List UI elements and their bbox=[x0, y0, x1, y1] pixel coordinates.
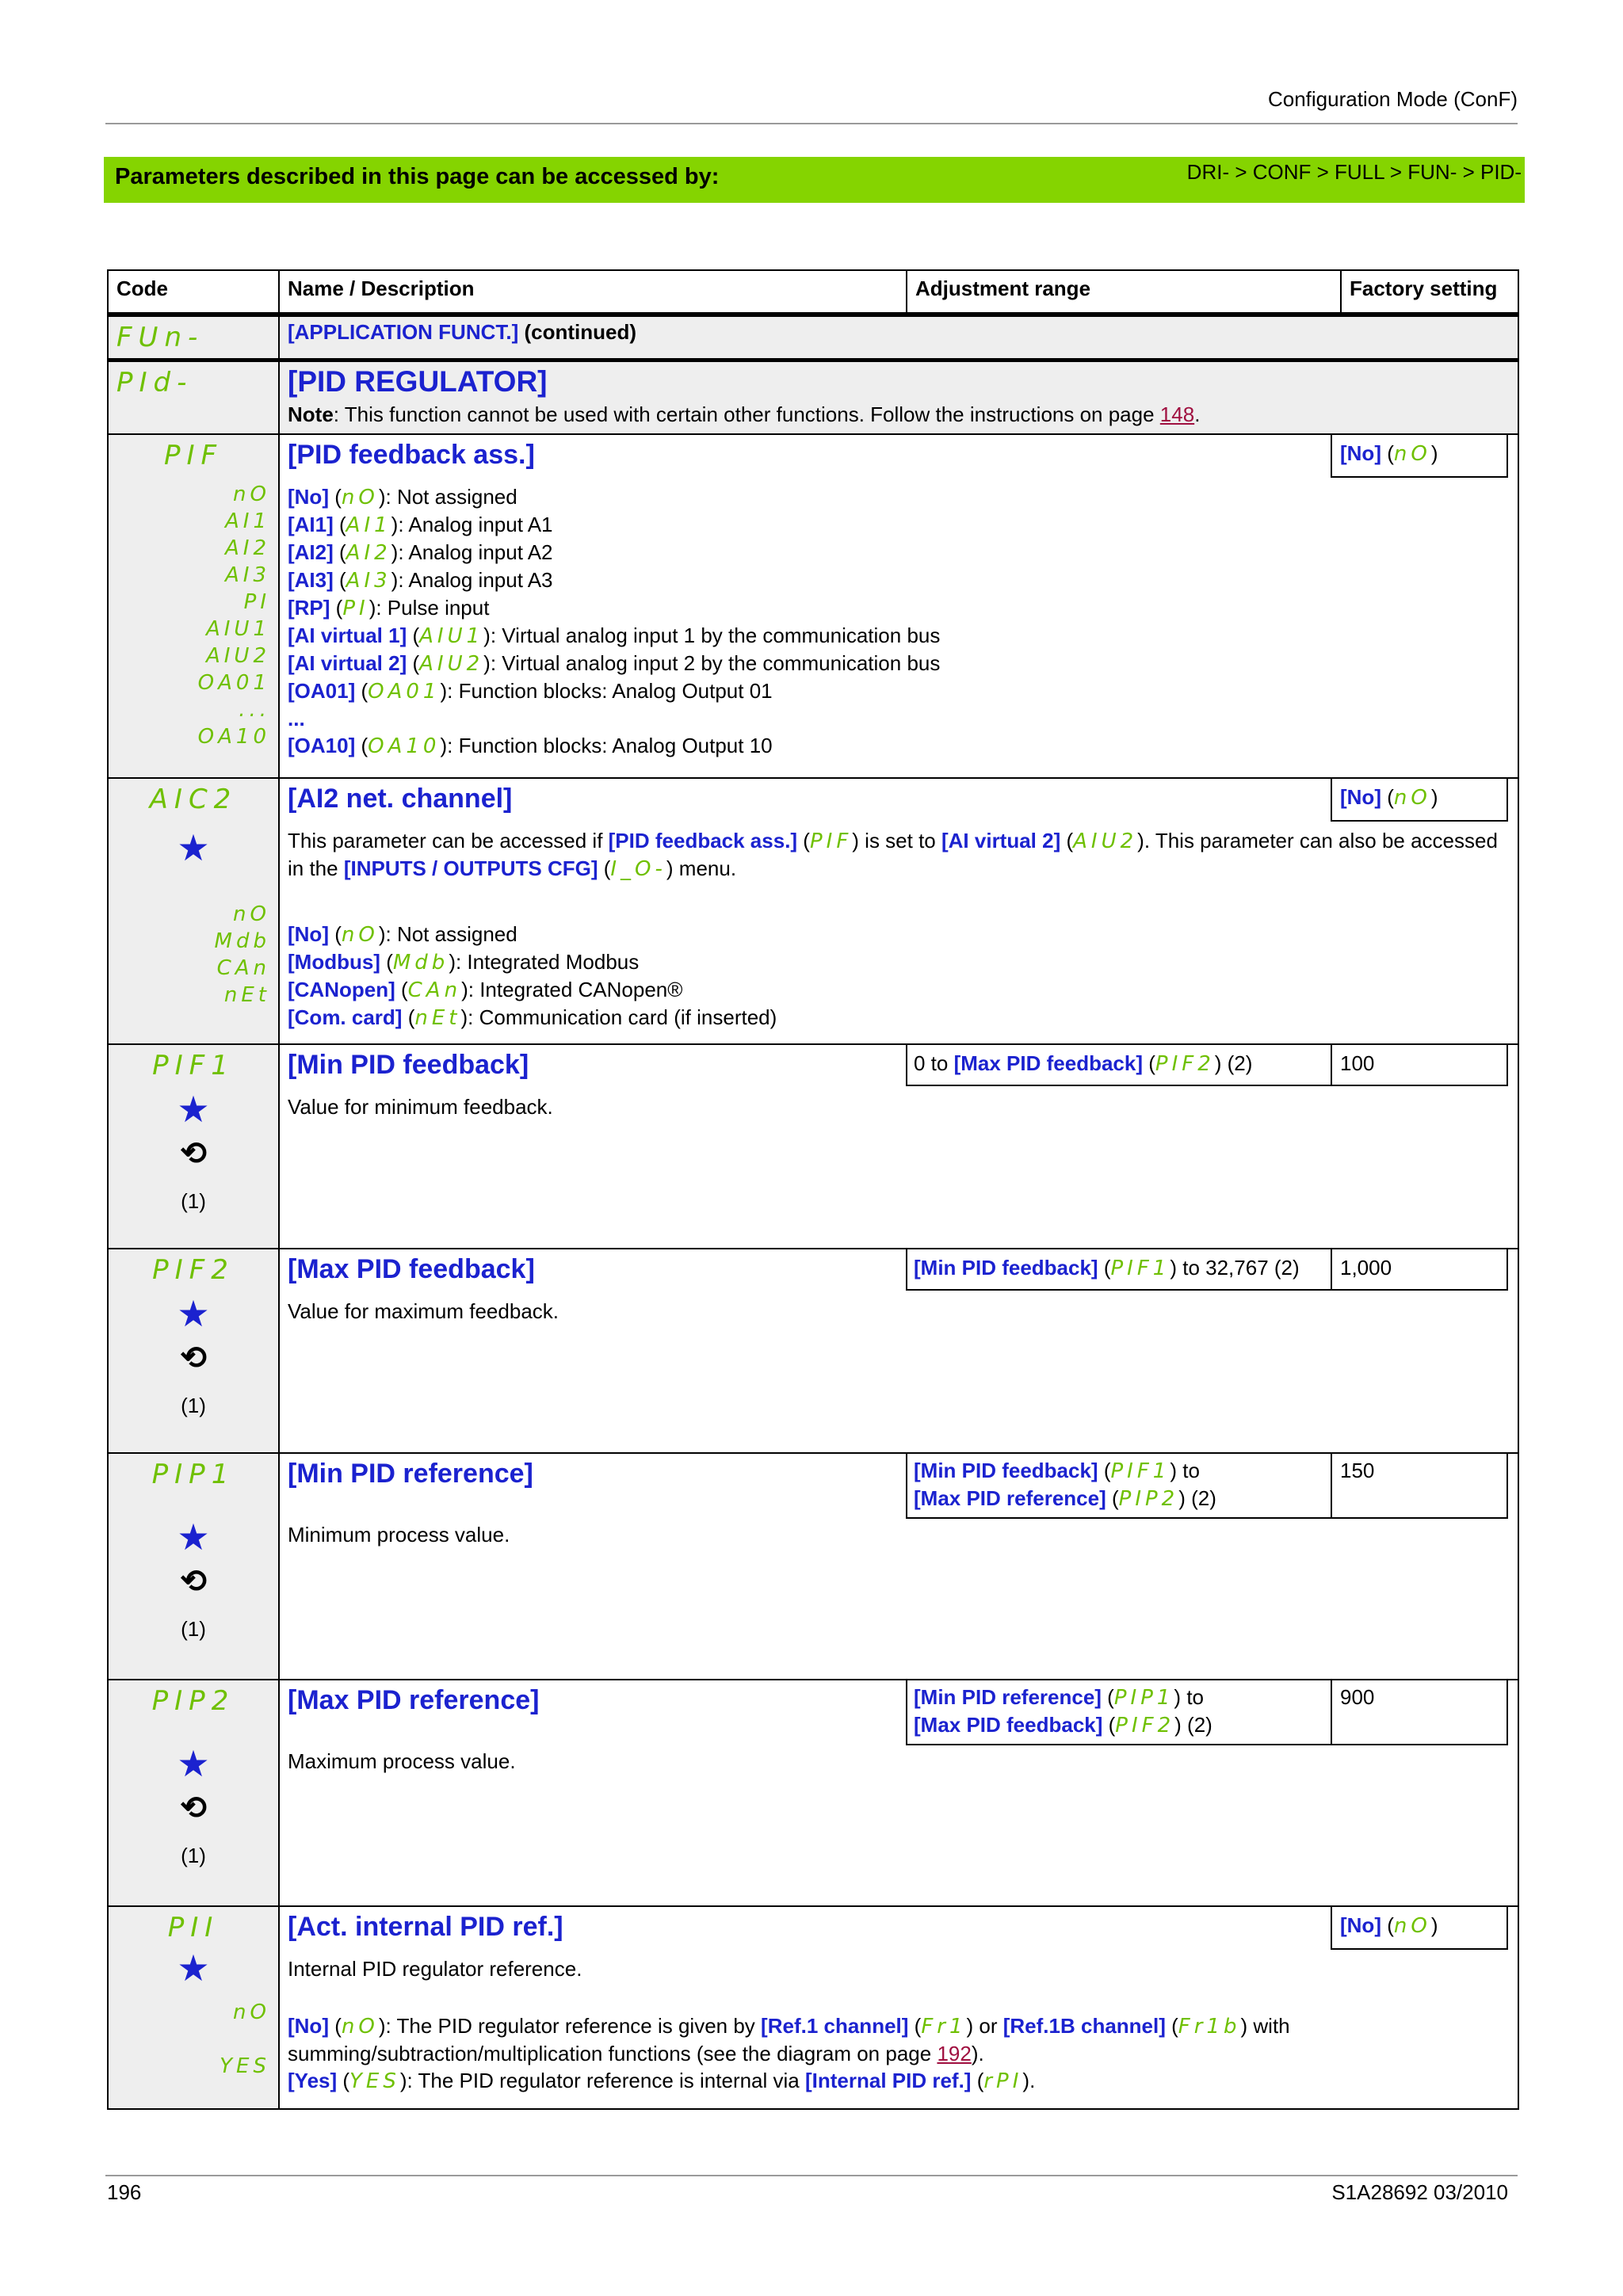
pii-no-ref2: [Ref.1B channel] bbox=[1002, 2014, 1166, 2038]
access-bar bbox=[104, 157, 1525, 203]
option-name: [Com. card] bbox=[288, 1005, 403, 1029]
pip2-row bbox=[108, 1680, 1518, 1906]
pif2-code: PIF2 bbox=[152, 1254, 235, 1286]
cycle-icon: ⟲ bbox=[180, 1341, 207, 1375]
pii-yes-name: [Yes] bbox=[288, 2069, 338, 2092]
pif-factory-code: nO bbox=[1393, 442, 1431, 466]
aic2-code: AIC2 bbox=[149, 784, 238, 815]
option-code-inline: AI3 bbox=[346, 569, 391, 593]
option-code: CAn bbox=[216, 956, 270, 980]
pii-row bbox=[108, 1906, 1518, 2109]
option-item: [AI3] (AI3): Analog input A3 bbox=[288, 568, 553, 593]
pii-no-t4: summing/subtraction/multiplication functions (see the diagram on page bbox=[288, 2042, 938, 2065]
option-code: AIU2 bbox=[205, 644, 270, 668]
pif1-row bbox=[108, 1044, 1518, 1249]
option-item: [OA01] (OA01): Function blocks: Analog Output 01 bbox=[288, 679, 773, 704]
pip1-footnote: (1) bbox=[181, 1617, 206, 1641]
option-code-inline: OA01 bbox=[368, 680, 441, 704]
option-code-inline: OA10 bbox=[368, 734, 441, 758]
pid-note-page-link[interactable]: 148 bbox=[1159, 402, 1195, 426]
pii-no-option: [No] (nO): The PID regulator reference is given by [Ref.1 channel] (Fr1) or [Ref.1B channel] (Fr1b) with summing/subtraction/multiplication functions (see the diagram on page 192). bbox=[288, 2014, 1290, 2065]
pip2-factory: 900 bbox=[1331, 1679, 1508, 1745]
pip1-code: PIP1 bbox=[151, 1459, 235, 1490]
option-item: [RP] (PI): Pulse input bbox=[288, 596, 490, 620]
pif-factory: [No] (nO) bbox=[1331, 433, 1508, 478]
pip2-desc: Maximum process value. bbox=[288, 1749, 516, 1773]
option-desc: : Integrated Modbus bbox=[455, 950, 640, 974]
option-code: OA10 bbox=[197, 725, 270, 749]
option-name: [CANopen] bbox=[288, 978, 395, 1001]
aic2-factory-name: [No] bbox=[1340, 785, 1381, 809]
option-code-inline: CAn bbox=[407, 978, 462, 1002]
pid-title: [PID REGULATOR] bbox=[288, 365, 548, 398]
pii-factory-name: [No] bbox=[1340, 1913, 1381, 1937]
fun-suffix: (continued) bbox=[524, 320, 637, 344]
pii-yes-t1: : The PID regulator reference is internal via bbox=[407, 2069, 805, 2092]
footer-rule bbox=[105, 2175, 1518, 2176]
option-desc: : Not assigned bbox=[385, 922, 517, 946]
aic2-factory: [No] (nO) bbox=[1331, 777, 1508, 822]
aic2-ref2: [AI virtual 2] bbox=[941, 829, 1061, 852]
option-code: AIU1 bbox=[205, 617, 270, 641]
pii-yes-t2: . bbox=[1029, 2069, 1036, 2092]
option-name: [AI virtual 2] bbox=[288, 651, 407, 675]
page-number: 196 bbox=[107, 2180, 142, 2204]
pii-no-t2: or bbox=[973, 2014, 1003, 2038]
option-item: [Com. card] (nEt): Communication card (if inserted) bbox=[288, 1005, 777, 1030]
pif-title: [PID feedback ass.] bbox=[288, 440, 535, 470]
option-item: [OA10] (OA10): Function blocks: Analog Output 10 bbox=[288, 734, 773, 758]
pif2-range-post: to 32,767 (2) bbox=[1177, 1256, 1300, 1280]
col-factory: Factory setting bbox=[1341, 270, 1518, 315]
option-code-inline: PI bbox=[342, 597, 369, 620]
option-code: nEt bbox=[223, 983, 270, 1007]
pii-no-code2: nO bbox=[341, 2015, 379, 2039]
star-icon: ★ bbox=[177, 1293, 210, 1334]
pif1-factory: 100 bbox=[1331, 1043, 1508, 1086]
option-name: [AI2] bbox=[288, 540, 334, 564]
cycle-icon: ⟲ bbox=[180, 1136, 207, 1171]
pii-no-code: nO bbox=[233, 2000, 270, 2024]
aic2-ref3: [INPUTS / OUTPUTS CFG] bbox=[343, 856, 598, 880]
option-code-inline: nO bbox=[341, 923, 379, 947]
fun-code: FUn- bbox=[116, 322, 204, 353]
option-code-inline: AI2 bbox=[346, 541, 391, 565]
aic2-factory-code: nO bbox=[1393, 786, 1431, 810]
pii-yes-option: [Yes] (YES): The PID regulator reference is internal via [Internal PID ref.] (rPI). bbox=[288, 2069, 1036, 2093]
option-desc: : Communication card (if inserted) bbox=[468, 1005, 777, 1029]
aic2-desc-1: This parameter can be accessed if bbox=[288, 829, 609, 852]
pii-yes-code2: YES bbox=[349, 2069, 400, 2093]
pid-note-end: . bbox=[1194, 402, 1201, 426]
pip2-range-to: to bbox=[1181, 1685, 1205, 1709]
col-range: Adjustment range bbox=[907, 270, 1341, 315]
star-icon: ★ bbox=[177, 1516, 210, 1558]
option-item: [AI virtual 2] (AIU2): Virtual analog input 2 by the communication bus bbox=[288, 651, 941, 676]
access-path: DRI- > CONF > FULL > FUN- > PID- bbox=[1186, 160, 1522, 184]
aic2-code1: PIF bbox=[809, 830, 853, 853]
pip1-range-code1: PIF1 bbox=[1110, 1459, 1170, 1483]
pid-note-label: Note bbox=[288, 402, 334, 426]
pip2-range-ref1: [Min PID reference] bbox=[914, 1685, 1102, 1709]
pii-no-t5: ). bbox=[971, 2042, 984, 2065]
option-desc: : Analog input A3 bbox=[398, 568, 553, 592]
star-icon: ★ bbox=[177, 1743, 210, 1784]
option-desc: : Integrated CANopen® bbox=[468, 978, 683, 1001]
pif1-code: PIF1 bbox=[152, 1050, 235, 1081]
pip2-range-ref2: [Max PID feedback] bbox=[914, 1713, 1103, 1737]
table-header-row bbox=[108, 270, 1518, 315]
option-desc: : Virtual analog input 1 by the communication bus bbox=[490, 624, 941, 647]
option-code: nO bbox=[233, 482, 270, 506]
pip2-footnote: (1) bbox=[181, 1844, 206, 1867]
option-name: [No] bbox=[288, 485, 329, 509]
option-name: [No] bbox=[288, 922, 329, 946]
pif2-range-code: PIF1 bbox=[1110, 1257, 1170, 1280]
pif2-factory: 1,000 bbox=[1331, 1248, 1508, 1291]
pif1-range-note: (2) bbox=[1227, 1051, 1253, 1075]
option-code: OA01 bbox=[197, 671, 270, 695]
aic2-ref1: [PID feedback ass.] bbox=[608, 829, 798, 852]
pip2-range: [Min PID reference] (PIP1) to [Max PID feedback] (PIF2) (2) bbox=[906, 1679, 1338, 1745]
option-item: [Modbus] (Mdb): Integrated Modbus bbox=[288, 950, 640, 974]
option-name: [AI3] bbox=[288, 568, 334, 592]
pif-row bbox=[108, 434, 1518, 778]
pip1-range: [Min PID feedback] (PIF1) to [Max PID reference] (PIP2) (2) bbox=[906, 1452, 1338, 1519]
pif2-range-ref: [Min PID feedback] bbox=[914, 1256, 1098, 1280]
pii-code: PII bbox=[167, 1912, 220, 1943]
option-name: ... bbox=[288, 707, 305, 730]
pif2-title: [Max PID feedback] bbox=[288, 1254, 535, 1284]
pii-no-ref1: [Ref.1 channel] bbox=[761, 2014, 909, 2038]
option-item bbox=[280, 705, 1518, 732]
pip1-title: [Min PID reference] bbox=[288, 1459, 533, 1489]
pid-code: PId- bbox=[116, 367, 193, 399]
option-code-inline: AIU2 bbox=[419, 652, 484, 676]
aic2-code3: I_O- bbox=[610, 857, 666, 881]
pip2-range-code1: PIP1 bbox=[1113, 1686, 1174, 1710]
option-code: ... bbox=[239, 698, 270, 722]
pii-no-t3: with bbox=[1247, 2014, 1290, 2038]
option-desc: : Analog input A1 bbox=[398, 513, 553, 536]
pii-factory-code: nO bbox=[1393, 1914, 1431, 1938]
pip1-range-note: (2) bbox=[1191, 1486, 1216, 1510]
cycle-icon: ⟲ bbox=[180, 1791, 207, 1825]
pip1-range-ref2: [Max PID reference] bbox=[914, 1486, 1106, 1510]
option-item: [AI1] (AI1): Analog input A1 bbox=[288, 513, 553, 537]
option-code: AI2 bbox=[225, 536, 270, 560]
option-code-inline: Mdb bbox=[392, 951, 449, 974]
pif1-range-pre: 0 to bbox=[914, 1051, 954, 1075]
option-code: PI bbox=[243, 590, 270, 614]
option-name: [AI1] bbox=[288, 513, 334, 536]
pip2-range-code2: PIF2 bbox=[1115, 1714, 1175, 1737]
pip1-range-code2: PIP2 bbox=[1118, 1487, 1179, 1511]
option-item: [CANopen] (CAn): Integrated CANopen® bbox=[288, 978, 683, 1002]
header-rule bbox=[105, 123, 1518, 124]
pif1-desc: Value for minimum feedback. bbox=[288, 1095, 553, 1119]
option-desc: : Virtual analog input 2 by the communication bus bbox=[490, 651, 941, 675]
aic2-desc-4: menu. bbox=[673, 856, 737, 880]
option-name: [Modbus] bbox=[288, 950, 380, 974]
pif2-desc: Value for maximum feedback. bbox=[288, 1299, 559, 1323]
pip1-desc: Minimum process value. bbox=[288, 1523, 510, 1547]
pip1-factory: 150 bbox=[1331, 1452, 1508, 1519]
access-label: Parameters described in this page can be accessed by: bbox=[115, 164, 720, 189]
pif2-range: [Min PID feedback] (PIF1) to 32,767 (2) bbox=[906, 1248, 1338, 1291]
aic2-desc: This parameter can be accessed if [PID feedback ass.] (PIF) is set to [AI virtual 2] (AIU2). This parameter can also be accessed in the [INPUTS / OUTPUTS CFG] (I_O-) menu. bbox=[288, 829, 1498, 881]
star-icon: ★ bbox=[177, 1947, 210, 1989]
header-title: Configuration Mode (ConF) bbox=[1267, 87, 1518, 111]
pii-factory: [No] (nO) bbox=[1331, 1905, 1508, 1950]
pii-title: [Act. internal PID ref.] bbox=[288, 1912, 563, 1942]
doc-reference: S1A28692 03/2010 bbox=[1331, 2180, 1508, 2204]
pii-no-c1: Fr1 bbox=[921, 2015, 967, 2039]
pii-no-c2: Fr1b bbox=[1178, 2015, 1241, 2039]
pip2-range-note: (2) bbox=[1187, 1713, 1212, 1737]
option-item: [No] (nO): Not assigned bbox=[288, 485, 517, 509]
pii-desc: Internal PID regulator reference. bbox=[288, 1957, 582, 1981]
aic2-row bbox=[108, 778, 1518, 1044]
option-name: [AI virtual 1] bbox=[288, 624, 407, 647]
pif1-range-ref: [Max PID feedback] bbox=[953, 1051, 1143, 1075]
aic2-desc-2: is set to bbox=[858, 829, 941, 852]
pii-yes-ref: [Internal PID ref.] bbox=[804, 2069, 972, 2092]
option-code: nO bbox=[233, 902, 270, 926]
pii-yes-code: YES bbox=[220, 2054, 270, 2078]
fun-row bbox=[108, 315, 1518, 360]
cycle-icon: ⟲ bbox=[180, 1564, 207, 1599]
pip2-code: PIP2 bbox=[151, 1685, 235, 1717]
option-desc: : Analog input A2 bbox=[398, 540, 553, 564]
star-icon: ★ bbox=[177, 1089, 210, 1130]
option-code: AI1 bbox=[225, 509, 270, 533]
pif1-footnote: (1) bbox=[181, 1189, 206, 1213]
pip2-title: [Max PID reference] bbox=[288, 1685, 540, 1715]
pif1-range: 0 to [Max PID feedback] (PIF2) (2) bbox=[906, 1043, 1338, 1086]
col-code: Code bbox=[108, 270, 279, 315]
aic2-title: [AI2 net. channel] bbox=[288, 784, 513, 814]
pip1-row bbox=[108, 1453, 1518, 1680]
pip1-range-ref1: [Min PID feedback] bbox=[914, 1459, 1098, 1482]
pif1-title: [Min PID feedback] bbox=[288, 1050, 529, 1080]
option-item: [AI2] (AI2): Analog input A2 bbox=[288, 540, 553, 565]
option-name: [OA01] bbox=[288, 679, 356, 703]
pif2-row bbox=[108, 1249, 1518, 1453]
pif1-range-code: PIF2 bbox=[1155, 1052, 1215, 1076]
col-name: Name / Description bbox=[279, 270, 907, 315]
aic2-desc-3: . This parameter can also be accessed in the bbox=[288, 829, 1498, 880]
option-name: [OA10] bbox=[288, 734, 356, 757]
parameter-table bbox=[107, 269, 1519, 2110]
pii-no-name: [No] bbox=[288, 2014, 329, 2038]
option-code-inline: AIU1 bbox=[419, 624, 484, 648]
option-code-inline: nEt bbox=[414, 1006, 461, 1030]
option-code: AI3 bbox=[225, 563, 270, 587]
star-icon: ★ bbox=[177, 827, 210, 868]
pif-code: PIF bbox=[163, 440, 223, 471]
option-desc: : Pulse input bbox=[376, 596, 490, 620]
pip1-range-to: to bbox=[1177, 1459, 1200, 1482]
fun-title: [APPLICATION FUNCT.] bbox=[288, 320, 519, 344]
option-desc: : Function blocks: Analog Output 10 bbox=[447, 734, 773, 757]
option-item: [AI virtual 1] (AIU1): Virtual analog input 1 by the communication bus bbox=[288, 624, 941, 648]
option-item: [No] (nO): Not assigned bbox=[288, 922, 517, 947]
option-desc: : Not assigned bbox=[385, 485, 517, 509]
pif2-footnote: (1) bbox=[181, 1394, 206, 1417]
pii-yes-c: rPI bbox=[983, 2069, 1023, 2093]
option-name: [RP] bbox=[288, 596, 330, 620]
pid-note-text: : This function cannot be used with certain other functions. Follow the instructions on page bbox=[333, 402, 1160, 426]
pii-no-t1: : The PID regulator reference is given by bbox=[385, 2014, 762, 2038]
pii-page-link[interactable]: 192 bbox=[937, 2042, 972, 2065]
option-code-inline: nO bbox=[341, 486, 379, 509]
pid-row bbox=[108, 360, 1518, 435]
pif-factory-name: [No] bbox=[1340, 441, 1381, 465]
option-desc: : Function blocks: Analog Output 01 bbox=[447, 679, 773, 703]
option-code: Mdb bbox=[214, 929, 270, 953]
option-code-inline: AI1 bbox=[346, 513, 391, 537]
aic2-code2: AIU2 bbox=[1073, 830, 1138, 853]
